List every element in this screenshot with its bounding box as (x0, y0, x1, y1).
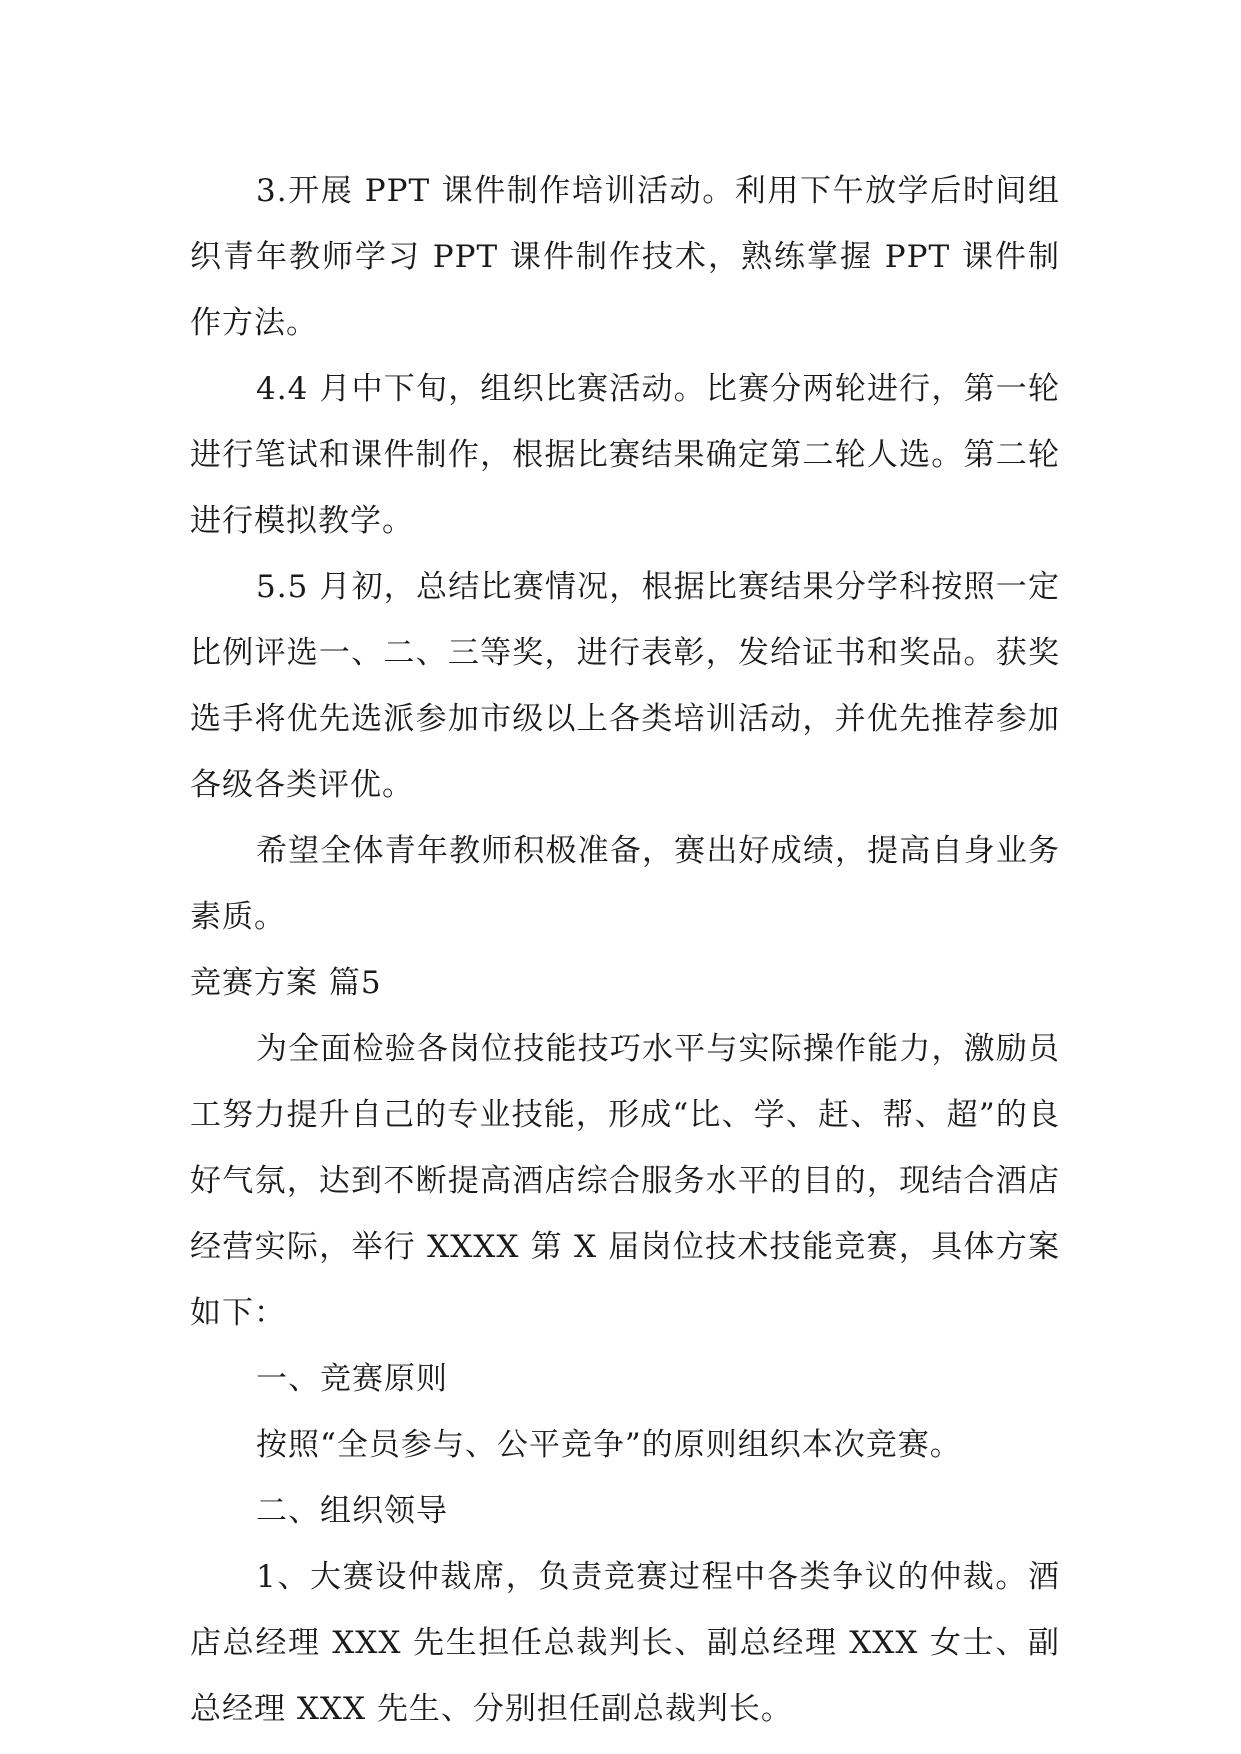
paragraph-intro: 为全面检验各岗位技能技巧水平与实际操作能力，激励员工努力提升自己的专业技能，形成“比、学、赶、帮、超”的良好气氛，达到不断提高酒店综合服务水平的目的，现结合酒店经营实际，举行 XXXX 第 X 届岗位技术技能竞赛，具体方案如下： (190, 1031, 1060, 1331)
paragraph-awards: 5.5 月初，总结比赛情况，根据比赛结果分学科按照一定比例评选一、二、三等奖，进行表彰，发给证书和奖品。获奖选手将优先选派参加市级以上各类培训活动，并优先推荐参加各级各类评优。 (190, 569, 1060, 803)
subheading-organization: 二、组织领导 (256, 1493, 448, 1529)
paragraph-principles: 按照“全员参与、公平竞争”的原则组织本次竞赛。 (256, 1427, 962, 1463)
paragraph-arbitration: 1、大赛设仲裁席，负责竞赛过程中各类争议的仲裁。酒店总经理 XXX 先生担任总裁判长、副总经理 XXX 女士、副总经理 XXX 先生、分别担任副总裁判长。 (190, 1559, 1060, 1727)
document-body (190, 158, 1060, 1742)
subheading-principles: 一、竞赛原则 (256, 1361, 448, 1397)
paragraph-closing: 希望全体青年教师积极准备，赛出好成绩，提高自身业务素质。 (190, 833, 1060, 935)
paragraph-competition-schedule: 4.4 月中下旬，组织比赛活动。比赛分两轮进行，第一轮进行笔试和课件制作，根据比赛结果确定第二轮人选。第二轮进行模拟教学。 (190, 371, 1060, 539)
paragraph-ppt-training: 3.开展 PPT 课件制作培训活动。利用下午放学后时间组织青年教师学习 PPT 课件制作技术，熟练掌握 PPT 课件制作方法。 (190, 173, 1060, 341)
section-title: 竞赛方案 篇5 (190, 965, 382, 1001)
